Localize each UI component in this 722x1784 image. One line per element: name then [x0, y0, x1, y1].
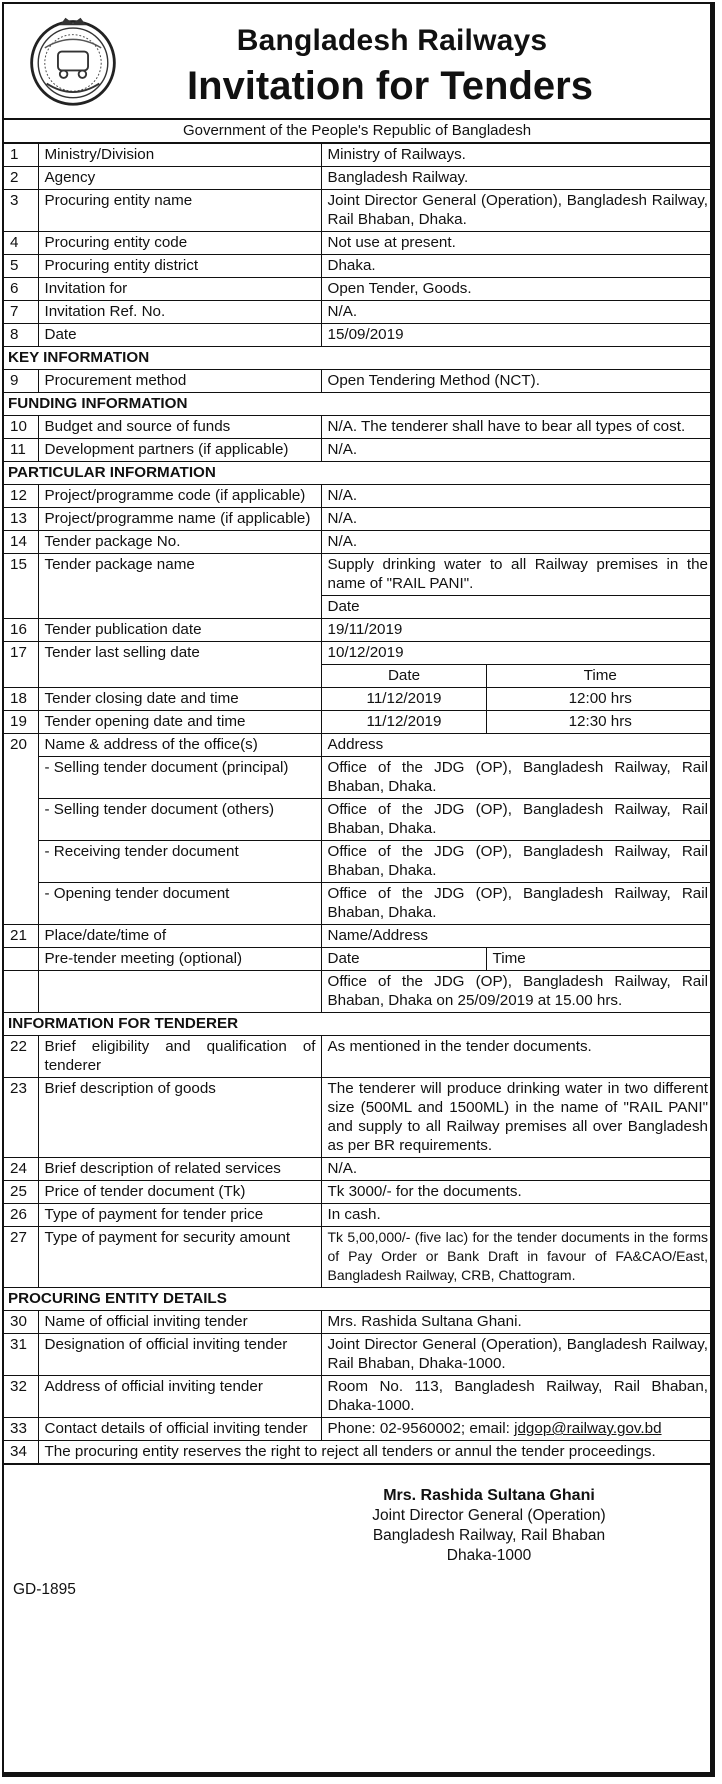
table-row — [4, 757, 713, 799]
row-value: Office of the JDG (OP), Bangladesh Railway, Rail Bhaban, Dhaka. — [321, 883, 713, 925]
section-heading-row — [4, 347, 713, 370]
section-heading: INFORMATION FOR TENDERER — [4, 1013, 713, 1036]
row-value: Tk 5,00,000/- (five lac) for the tender documents in the forms of Pay Order or Bank Draft in favour of FA&CAO/East, Bangladesh Railway, CRB, Chattogram. — [321, 1227, 713, 1288]
row-label: Price of tender document (Tk) — [38, 1181, 321, 1204]
table-row — [4, 688, 713, 711]
tender-notice — [2, 2, 715, 1777]
row-label: Project/programme code (if applicable) — [38, 485, 321, 508]
row-label: Procuring entity code — [38, 232, 321, 255]
row-number: 13 — [4, 508, 38, 531]
row-value: N/A. — [321, 485, 713, 508]
signatory-designation: Joint Director General (Operation) — [372, 1507, 606, 1524]
notice-header — [4, 4, 710, 120]
row-date: Date — [321, 948, 486, 971]
table-row — [4, 439, 713, 462]
row-value: Supply drinking water to all Railway premises in the name of "RAIL PANI". — [321, 554, 713, 596]
table-row — [4, 1204, 713, 1227]
time-column-header: Time — [486, 665, 713, 688]
row-value: As mentioned in the tender documents. — [321, 1036, 713, 1078]
row-value: Office of the JDG (OP), Bangladesh Railway, Rail Bhaban, Dhaka. — [321, 841, 713, 883]
row-value: Joint Director General (Operation), Bangladesh Railway, Rail Bhaban, Dhaka-1000. — [321, 1334, 713, 1376]
row-value: Address — [321, 734, 713, 757]
row-number: 15 — [4, 554, 38, 619]
row-label: Procuring entity district — [38, 255, 321, 278]
row-label: Designation of official inviting tender — [38, 1334, 321, 1376]
table-row — [4, 485, 713, 508]
row-time: 12:30 hrs — [486, 711, 713, 734]
row-label: Address of official inviting tender — [38, 1376, 321, 1418]
row-label: Date — [38, 324, 321, 347]
section-heading: PARTICULAR INFORMATION — [4, 462, 713, 485]
table-row — [4, 232, 713, 255]
signatory-name: Mrs. Rashida Sultana Ghani — [383, 1487, 595, 1504]
section-heading: PROCURING ENTITY DETAILS — [4, 1288, 713, 1311]
row-number: 34 — [4, 1441, 38, 1464]
table-row — [4, 554, 713, 596]
table-row — [4, 1078, 713, 1158]
row-label: Type of payment for tender price — [38, 1204, 321, 1227]
table-row — [4, 971, 713, 1013]
row-number: 16 — [4, 619, 38, 642]
row-date: 11/12/2019 — [321, 688, 486, 711]
table-row — [4, 1181, 713, 1204]
section-heading: KEY INFORMATION — [4, 347, 713, 370]
table-row — [4, 948, 713, 971]
table-row — [4, 1158, 713, 1181]
table-row — [4, 508, 713, 531]
row-label: Tender package No. — [38, 531, 321, 554]
row-label: Budget and source of funds — [38, 416, 321, 439]
row-value: Room No. 113, Bangladesh Railway, Rail Bhaban, Dhaka-1000. — [321, 1376, 713, 1418]
table-row — [4, 324, 713, 347]
row-note: The procuring entity reserves the right to reject all tenders or annul the tender proceedings. — [38, 1441, 713, 1464]
section-heading: FUNDING INFORMATION — [4, 393, 713, 416]
row-label: Tender publication date — [38, 619, 321, 642]
row-number: 4 — [4, 232, 38, 255]
row-number: 33 — [4, 1418, 38, 1441]
row-label: Invitation for — [38, 278, 321, 301]
section-heading-row — [4, 1288, 713, 1311]
row-value: N/A. The tenderer shall have to bear all types of cost. — [321, 416, 713, 439]
row-number: 14 — [4, 531, 38, 554]
signatory-city: Dhaka-1000 — [446, 1547, 532, 1564]
row-label: - Selling tender document (principal) — [38, 757, 321, 799]
row-label: Pre-tender meeting (optional) — [38, 948, 321, 971]
table-row — [4, 416, 713, 439]
row-label: Project/programme name (if applicable) — [38, 508, 321, 531]
table-row — [4, 1376, 713, 1418]
row-value: Tk 3000/- for the documents. — [321, 1181, 713, 1204]
row-value: 15/09/2019 — [321, 324, 713, 347]
row-label: Brief eligibility and qualification of tenderer — [38, 1036, 321, 1078]
row-label: - Selling tender document (others) — [38, 799, 321, 841]
table-row — [4, 1311, 713, 1334]
row-time: Time — [486, 948, 713, 971]
row-label: Agency — [38, 167, 321, 190]
row-number: 26 — [4, 1204, 38, 1227]
row-label: Name & address of the office(s) — [38, 734, 321, 757]
table-row — [4, 1418, 713, 1441]
row-value: Open Tendering Method (NCT). — [321, 370, 713, 393]
table-row — [4, 1441, 713, 1464]
organization-name: Bangladesh Railways — [236, 24, 548, 57]
row-number: 18 — [4, 688, 38, 711]
date-column-header: Date — [321, 596, 713, 619]
table-row — [4, 301, 713, 324]
row-number: 9 — [4, 370, 38, 393]
table-row — [4, 144, 713, 167]
row-value — [321, 1418, 713, 1441]
row-number: 3 — [4, 190, 38, 232]
row-number: 27 — [4, 1227, 38, 1288]
row-value: 19/11/2019 — [321, 619, 713, 642]
row-label: Invitation Ref. No. — [38, 301, 321, 324]
row-number: 23 — [4, 1078, 38, 1158]
row-label: Brief description of goods — [38, 1078, 321, 1158]
row-number: 31 — [4, 1334, 38, 1376]
row-number: 12 — [4, 485, 38, 508]
row-value: The tenderer will produce drinking water in two different size (500ML and 1500ML) in the name of "RAIL PANI" and supply to all Railway premises all over Bangladesh as per BR requirements. — [321, 1078, 713, 1158]
row-value: Open Tender, Goods. — [321, 278, 713, 301]
row-label: Procurement method — [38, 370, 321, 393]
table-row — [4, 734, 713, 757]
row-value: Office of the JDG (OP), Bangladesh Railway, Rail Bhaban, Dhaka. — [321, 799, 713, 841]
row-number: 6 — [4, 278, 38, 301]
table-row — [4, 1036, 713, 1078]
table-row — [4, 167, 713, 190]
signatory-office: Bangladesh Railway, Rail Bhaban — [372, 1527, 606, 1544]
row-date: 11/12/2019 — [321, 711, 486, 734]
row-number: 11 — [4, 439, 38, 462]
row-number: 30 — [4, 1311, 38, 1334]
row-value: Dhaka. — [321, 255, 713, 278]
signature-block — [344, 1486, 634, 1566]
table-row — [4, 190, 713, 232]
contact-email-link[interactable]: jdgop@railway.gov.bd — [514, 1420, 662, 1437]
row-value: N/A. — [321, 439, 713, 462]
table-row — [4, 531, 713, 554]
row-label: Type of payment for security amount — [38, 1227, 321, 1288]
section-heading-row — [4, 1013, 713, 1036]
row-label: Ministry/Division — [38, 144, 321, 167]
table-row — [4, 883, 713, 925]
row-value: Office of the JDG (OP), Bangladesh Railway, Rail Bhaban, Dhaka. — [321, 757, 713, 799]
row-number: 8 — [4, 324, 38, 347]
row-value: Office of the JDG (OP), Bangladesh Railway, Rail Bhaban, Dhaka on 25/09/2019 at 15.00 hrs. — [321, 971, 713, 1013]
row-value: N/A. — [321, 1158, 713, 1181]
notice-footer — [4, 1464, 710, 1620]
row-label: Development partners (if applicable) — [38, 439, 321, 462]
notice-code: GD-1895 — [13, 1581, 76, 1598]
row-number: 21 — [4, 925, 38, 948]
table-row — [4, 925, 713, 948]
row-number: 7 — [4, 301, 38, 324]
row-number: 5 — [4, 255, 38, 278]
table-row — [4, 255, 713, 278]
row-value: Mrs. Rashida Sultana Ghani. — [321, 1311, 713, 1334]
row-label: Contact details of official inviting tender — [38, 1418, 321, 1441]
government-subtitle: Government of the People's Republic of Bangladesh — [4, 120, 710, 143]
table-row — [4, 711, 713, 734]
row-value: N/A. — [321, 508, 713, 531]
table-row — [4, 1334, 713, 1376]
row-label: Name of official inviting tender — [38, 1311, 321, 1334]
row-value: Bangladesh Railway. — [321, 167, 713, 190]
section-heading-row — [4, 393, 713, 416]
row-label: Brief description of related services — [38, 1158, 321, 1181]
row-time: 12:00 hrs — [486, 688, 713, 711]
row-label: Procuring entity name — [38, 190, 321, 232]
row-value: Not use at present. — [321, 232, 713, 255]
date-column-header: Date — [321, 665, 486, 688]
row-number: 1 — [4, 144, 38, 167]
row-number: 2 — [4, 167, 38, 190]
row-number: 19 — [4, 711, 38, 734]
table-row — [4, 370, 713, 393]
contact-phone: Phone: 02-9560002; email: — [327, 1420, 515, 1437]
row-number: 10 — [4, 416, 38, 439]
row-label: Tender last selling date — [38, 642, 321, 688]
row-label: Tender package name — [38, 554, 321, 619]
row-label: Tender opening date and time — [38, 711, 321, 734]
row-value: N/A. — [321, 531, 713, 554]
row-label: - Opening tender document — [38, 883, 321, 925]
table-row — [4, 642, 713, 665]
row-value: In cash. — [321, 1204, 713, 1227]
row-number: 32 — [4, 1376, 38, 1418]
table-row — [4, 799, 713, 841]
row-number: 20 — [4, 734, 38, 925]
row-number: 22 — [4, 1036, 38, 1078]
row-label: - Receiving tender document — [38, 841, 321, 883]
row-label: Tender closing date and time — [38, 688, 321, 711]
table-row — [4, 619, 713, 642]
row-value: 10/12/2019 — [321, 642, 713, 665]
table-row — [4, 841, 713, 883]
row-number: 17 — [4, 642, 38, 688]
row-value: Name/Address — [321, 925, 713, 948]
row-value: Ministry of Railways. — [321, 144, 713, 167]
row-label: Place/date/time of — [38, 925, 321, 948]
row-number: 24 — [4, 1158, 38, 1181]
page-title: Invitation for Tenders — [187, 64, 593, 108]
section-heading-row — [4, 462, 713, 485]
table-row — [4, 1227, 713, 1288]
row-value: N/A. — [321, 301, 713, 324]
row-value: Joint Director General (Operation), Bangladesh Railway, Rail Bhaban, Dhaka. — [321, 190, 713, 232]
table-row — [4, 278, 713, 301]
tender-table — [4, 143, 713, 1464]
row-number: 25 — [4, 1181, 38, 1204]
